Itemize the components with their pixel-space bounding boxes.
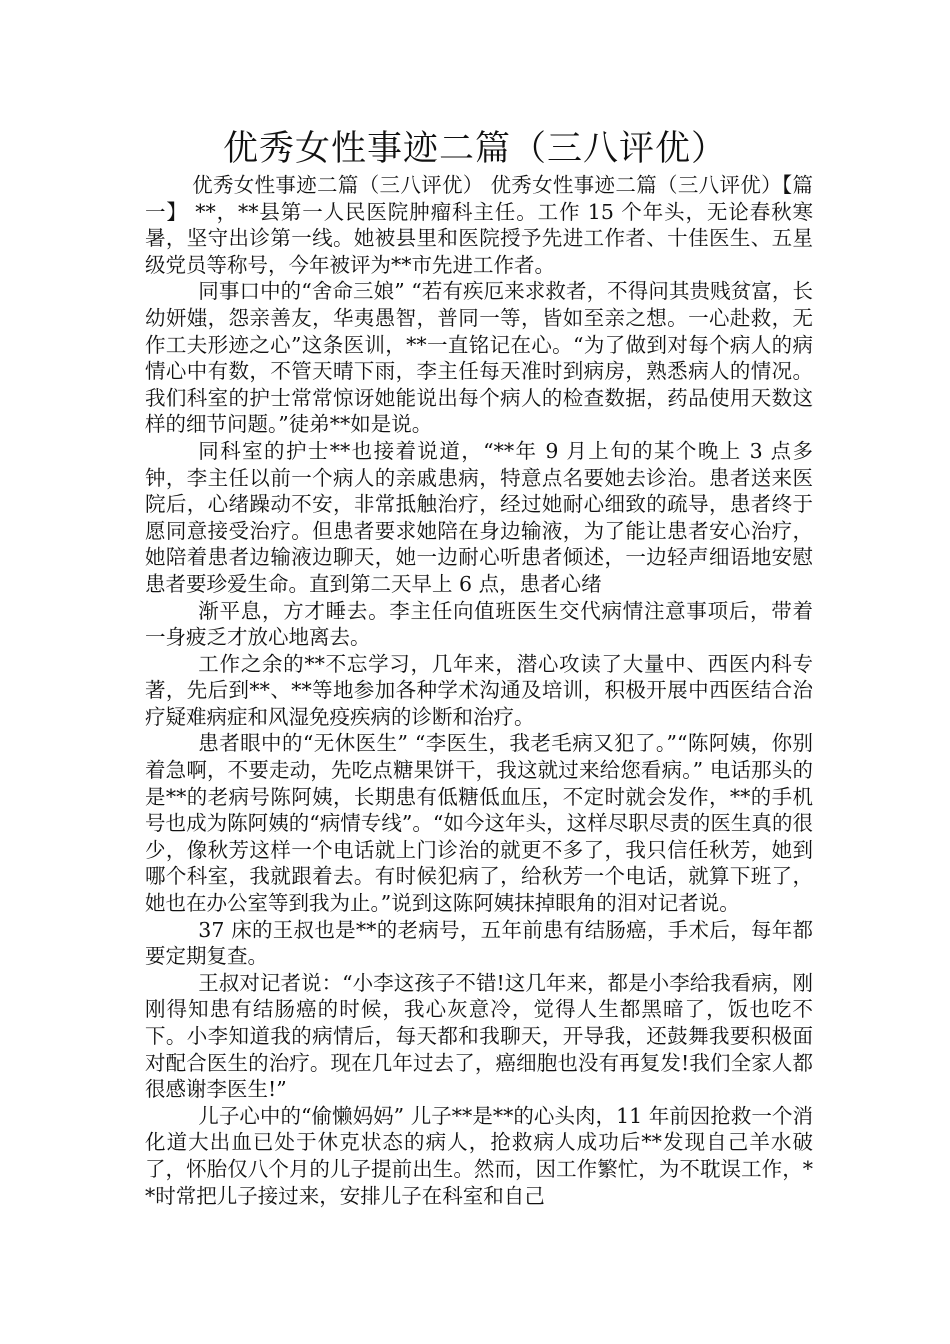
paragraph: 患者眼中的“无休医生” “李医生，我老毛病又犯了。”“陈阿姨，你别着急啊，不要走动，先吃点糖果饼干，我这就过来给您看病。” 电话那头的是**的老病号陈阿姨，长期患有低糖低血压，不定时就会发作，**的手机号也成为陈阿姨的“病情专线”。“如今这年头，这样尽职尽责的医生真的很少，像秋芳这样一个电话就上门诊治的就更不多了，我只信任秋芳，她到哪个科室，我就跟着去。有时候犯病了，给秋芳一个电话，就算下班了，她也在办公室等到我为止。”说到这陈阿姨抹掉眼角的泪对记者说。 <box>145 731 813 916</box>
paragraph: 工作之余的**不忘学习，几年来，潜心攻读了大量中、西医内科专著，先后到**、**等地参加各种学术沟通及培训，积极开展中西医结合治疗疑难病症和风湿免疫疾病的诊断和治疗。 <box>145 651 813 729</box>
paragraph: 优秀女性事迹二篇（三八评优） 优秀女性事迹二篇（三八评优）【篇一】 **，**县第一人民医院肿瘤科主任。工作 15 个年头，无论春秋寒暑，坚守出诊第一线。她被县里和医院授予先进工作者、十佳医生、五星级党员等称号，今年被评为**市先进工作者。 <box>145 173 813 277</box>
paragraph: 王叔对记者说：“小李这孩子不错!这几年来，都是小李给我看病，刚刚得知患有结肠癌的时候，我心灰意冷，觉得人生都黑暗了，饭也吃不下。小李知道我的病情后，每天都和我聊天，开导我，还鼓舞我要积极面对配合医生的治疗。现在几年过去了，癌细胞也没有再复发!我们全家人都很感谢李医生!” <box>145 970 813 1102</box>
document-body <box>145 172 813 1209</box>
paragraph: 儿子心中的“偷懒妈妈” 儿子**是**的心头肉，11 年前因抢救一个消化道大出血已处于休克状态的病人，抢救病人成功后**发现自己羊水破了，怀胎仅八个月的儿子提前出生。然而，因工作繁忙，为不耽误工作，**时常把儿子接过来，安排儿子在科室和自己 <box>145 1103 813 1208</box>
paragraph: 渐平息，方才睡去。李主任向值班医生交代病情注意事项后，带着一身疲乏才放心地离去。 <box>145 598 813 650</box>
paragraph: 37 床的王叔也是**的老病号，五年前患有结肠癌，手术后，每年都要定期复查。 <box>145 917 813 969</box>
paragraph: 同事口中的“舍命三娘” “若有疾厄来求救者，不得问其贵贱贫富，长幼妍媸，怨亲善友，华夷愚智，普同一等，皆如至亲之想。一心赴救，无作工夫形迹之心”这条医训，**一直铭记在心。“为了做到对每个病人的病情心中有数，不管天晴下雨，李主任每天准时到病房，熟悉病人的情况。我们科室的护士常常惊讶她能说出每个病人的检查数据，药品使用天数这样的细节问题。”徒弟**如是说。 <box>145 279 813 437</box>
paragraph: 同科室的护士**也接着说道，“**年 9 月上旬的某个晚上 3 点多钟，李主任以前一个病人的亲戚患病，特意点名要她去诊治。患者送来医院后，心绪躁动不安，非常抵触治疗，经过她耐心细致的疏导，患者终于愿同意接受治疗。但患者要求她陪在身边输液，为了能让患者安心治疗，她陪着患者边输液边聊天，她一边耐心听患者倾述，一边轻声细语地安慰患者要珍爱生命。直到第二天早上 6 点，患者心绪 <box>145 438 813 596</box>
document-title: 优秀女性事迹二篇（三八评优） <box>222 129 727 169</box>
